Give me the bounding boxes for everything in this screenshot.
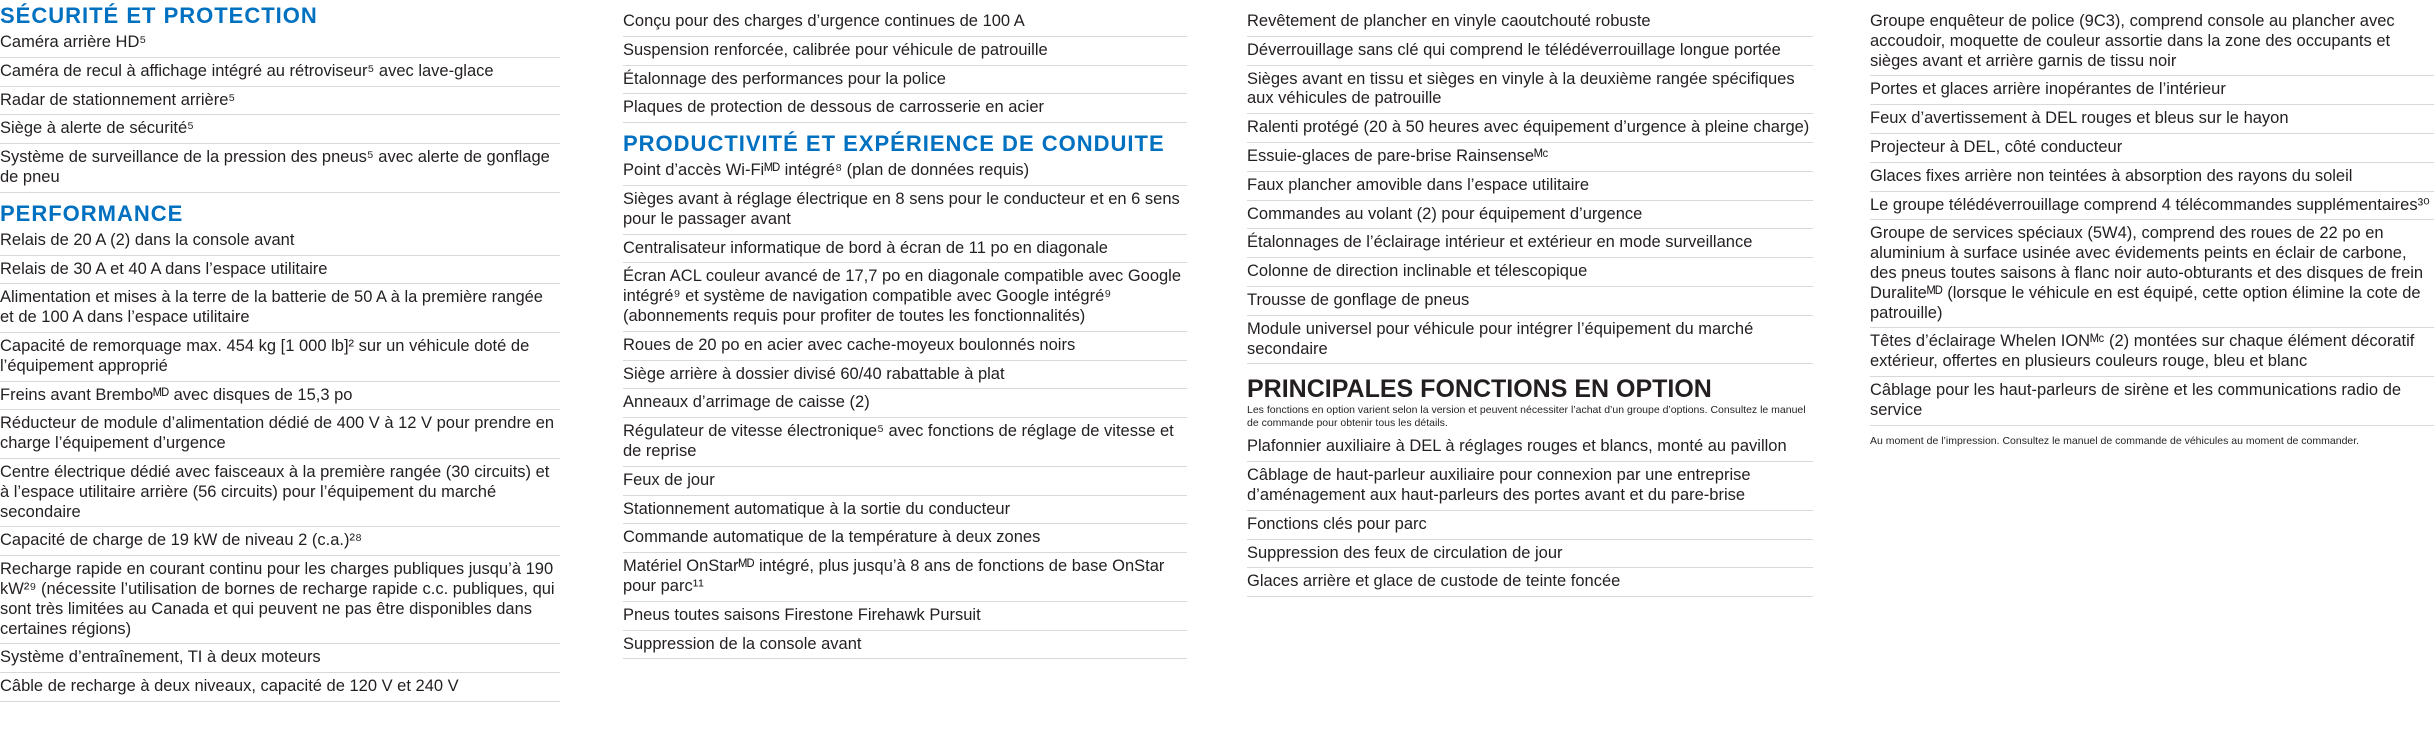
list-item: Fonctions clés pour parc	[1247, 511, 1813, 540]
list-item: Essuie-glaces de pare-brise Rainsenseᴹᶜ	[1247, 143, 1813, 172]
column-1	[0, 0, 560, 702]
list-item: Câblage pour les haut-parleurs de sirène et les communications radio de service	[1870, 377, 2434, 426]
list-item: Suppression de la console avant	[623, 631, 1187, 660]
column-2	[623, 0, 1187, 659]
performance-list	[0, 229, 560, 702]
list-item: Sièges avant à réglage électrique en 8 sens pour le conducteur et en 6 sens pour le passager avant	[623, 186, 1187, 235]
list-item: Capacité de charge de 19 kW de niveau 2 (c.a.)²⁸	[0, 527, 560, 556]
list-item: Conçu pour des charges d’urgence continues de 100 A	[623, 10, 1187, 37]
column-4	[1870, 0, 2434, 448]
list-item: Capacité de remorquage max. 454 kg [1 000 lb]² sur un véhicule doté de l’équipement approprié	[0, 333, 560, 382]
list-item: Siège à alerte de sécurité⁵	[0, 115, 560, 144]
list-item: Déverrouillage sans clé qui comprend le télédéverrouillage longue portée	[1247, 37, 1813, 66]
column-3	[1247, 0, 1813, 597]
list-item: Régulateur de vitesse électronique⁵ avec fonctions de réglage de vitesse et de reprise	[623, 418, 1187, 467]
list-item: Système de surveillance de la pression des pneus⁵ avec alerte de gonflage de pneu	[0, 144, 560, 193]
list-item: Câblage de haut-parleur auxiliaire pour connexion par une entreprise d’aménagement aux haut-parleurs des portes avant et du pare-brise	[1247, 462, 1813, 511]
list-item: Colonne de direction inclinable et télescopique	[1247, 258, 1813, 287]
list-item: Portes et glaces arrière inopérantes de l’intérieur	[1870, 76, 2434, 105]
productivity-list	[623, 159, 1187, 659]
list-item: Alimentation et mises à la terre de la batterie de 50 A à la première rangée et de 100 A dans l’espace utilitaire	[0, 284, 560, 333]
list-item: Glaces arrière et glace de custode de teinte foncée	[1247, 568, 1813, 597]
options-list-continued	[1870, 0, 2434, 426]
performance-list-continued	[623, 0, 1187, 123]
list-item: Matériel OnStarᴹᴰ intégré, plus jusqu’à 8 ans de fonctions de base OnStar pour parc¹¹	[623, 553, 1187, 602]
list-item: Caméra de recul à affichage intégré au rétroviseur⁵ avec lave-glace	[0, 58, 560, 87]
list-item: Freins avant Bremboᴹᴰ avec disques de 15,3 po	[0, 382, 560, 411]
list-item: Le groupe télédéverrouillage comprend 4 télécommandes supplémentaires³⁰	[1870, 192, 2434, 221]
list-item: Relais de 20 A (2) dans la console avant	[0, 229, 560, 256]
print-footnote: Au moment de l’impression. Consultez le manuel de commande de véhicules au moment de commander.	[1870, 434, 2360, 447]
list-item: Étalonnage des performances pour la police	[623, 66, 1187, 95]
list-item: Siège arrière à dossier divisé 60/40 rabattable à plat	[623, 361, 1187, 390]
list-item: Plaques de protection de dessous de carrosserie en acier	[623, 94, 1187, 123]
list-item: Trousse de gonflage de pneus	[1247, 287, 1813, 316]
list-item: Centralisateur informatique de bord à écran de 11 po en diagonale	[623, 235, 1187, 264]
list-item: Roues de 20 po en acier avec cache-moyeux boulonnés noirs	[623, 332, 1187, 361]
list-item: Feux de jour	[623, 467, 1187, 496]
list-item: Centre électrique dédié avec faisceaux à la première rangée (30 circuits) et à l’espace utilitaire arrière (56 circuits) pour l’équipement du marché secondaire	[0, 459, 560, 527]
list-item: Écran ACL couleur avancé de 17,7 po en diagonale compatible avec Google intégré⁹ et système de navigation compatible avec Google intégré⁹ (abonnements requis pour profiter de toutes les fonctionnalités)	[623, 263, 1187, 331]
list-item: Commande automatique de la température à deux zones	[623, 524, 1187, 553]
list-item: Recharge rapide en courant continu pour les charges publiques jusqu’à 190 kW²⁹ (nécessite l’utilisation de bornes de recharge rapide c.c. publiques, qui sont très limitées au Canada et qui peuvent ne pas être disponibles dans certaines régions)	[0, 556, 560, 644]
list-item: Pneus toutes saisons Firestone Firehawk Pursuit	[623, 602, 1187, 631]
section-title-productivity: PRODUCTIVITÉ ET EXPÉRIENCE DE CONDUITE	[623, 131, 1165, 157]
list-item: Ralenti protégé (20 à 50 heures avec équipement d’urgence à pleine charge)	[1247, 114, 1813, 143]
productivity-list-continued	[1247, 0, 1813, 364]
list-item: Stationnement automatique à la sortie du conducteur	[623, 496, 1187, 525]
list-item: Relais de 30 A et 40 A dans l’espace utilitaire	[0, 256, 560, 285]
list-item: Commandes au volant (2) pour équipement d’urgence	[1247, 201, 1813, 230]
list-item: Système d’entraînement, TI à deux moteurs	[0, 644, 560, 673]
list-item: Suspension renforcée, calibrée pour véhicule de patrouille	[623, 37, 1187, 66]
list-item: Revêtement de plancher en vinyle caoutchouté robuste	[1247, 10, 1813, 37]
section-title-security: SÉCURITÉ ET PROTECTION	[0, 3, 318, 28]
list-item: Sièges avant en tissu et sièges en vinyle à la deuxième rangée spécifiques aux véhicules de patrouille	[1247, 66, 1813, 115]
options-list	[1247, 435, 1813, 597]
options-note: Les fonctions en option varient selon la version et peuvent nécessiter l’achat d’un groupe d’options. Consultez le manuel de commande pour obtenir tous les détails.	[1247, 404, 1806, 430]
list-item: Réducteur de module d’alimentation dédié de 400 V à 12 V pour prendre en charge l’équipement d’urgence	[0, 410, 560, 459]
list-item: Anneaux d’arrimage de caisse (2)	[623, 389, 1187, 418]
list-item: Radar de stationnement arrière⁵	[0, 87, 560, 116]
list-item: Faux plancher amovible dans l’espace utilitaire	[1247, 172, 1813, 201]
section-title-options: PRINCIPALES FONCTIONS EN OPTION	[1247, 375, 1712, 404]
list-item: Plafonnier auxiliaire à DEL à réglages rouges et blancs, monté au pavillon	[1247, 435, 1813, 462]
list-item: Suppression des feux de circulation de jour	[1247, 540, 1813, 569]
list-item: Point d’accès Wi-Fiᴹᴰ intégré⁸ (plan de données requis)	[623, 159, 1187, 186]
list-item: Projecteur à DEL, côté conducteur	[1870, 134, 2434, 163]
security-list	[0, 31, 560, 193]
list-item: Têtes d’éclairage Whelen IONᴹᶜ (2) montées sur chaque élément décoratif extérieur, offertes en plusieurs couleurs rouge, bleu et blanc	[1870, 328, 2434, 377]
list-item: Glaces fixes arrière non teintées à absorption des rayons du soleil	[1870, 163, 2434, 192]
list-item: Caméra arrière HD⁵	[0, 31, 560, 58]
list-item: Module universel pour véhicule pour intégrer l’équipement du marché secondaire	[1247, 316, 1813, 365]
list-item: Groupe enquêteur de police (9C3), comprend console au plancher avec accoudoir, moquette de couleur assortie dans la zone des occupants et sièges avant et arrière garnis de tissu noir	[1870, 10, 2434, 76]
list-item: Groupe de services spéciaux (5W4), comprend des roues de 22 po en aluminium à surface usinée avec évidements peints en éclair de carbone, des pneus toutes saisons à flanc noir auto-obturants et des disques de frein Duraliteᴹᴰ (lorsque le véhicule en est équipé, cette option élimine la cote de patrouille)	[1870, 220, 2434, 328]
list-item: Feux d’avertissement à DEL rouges et bleus sur le hayon	[1870, 105, 2434, 134]
list-item: Câble de recharge à deux niveaux, capacité de 120 V et 240 V	[0, 673, 560, 702]
list-item: Étalonnages de l’éclairage intérieur et extérieur en mode surveillance	[1247, 229, 1813, 258]
section-title-performance: PERFORMANCE	[0, 200, 184, 226]
